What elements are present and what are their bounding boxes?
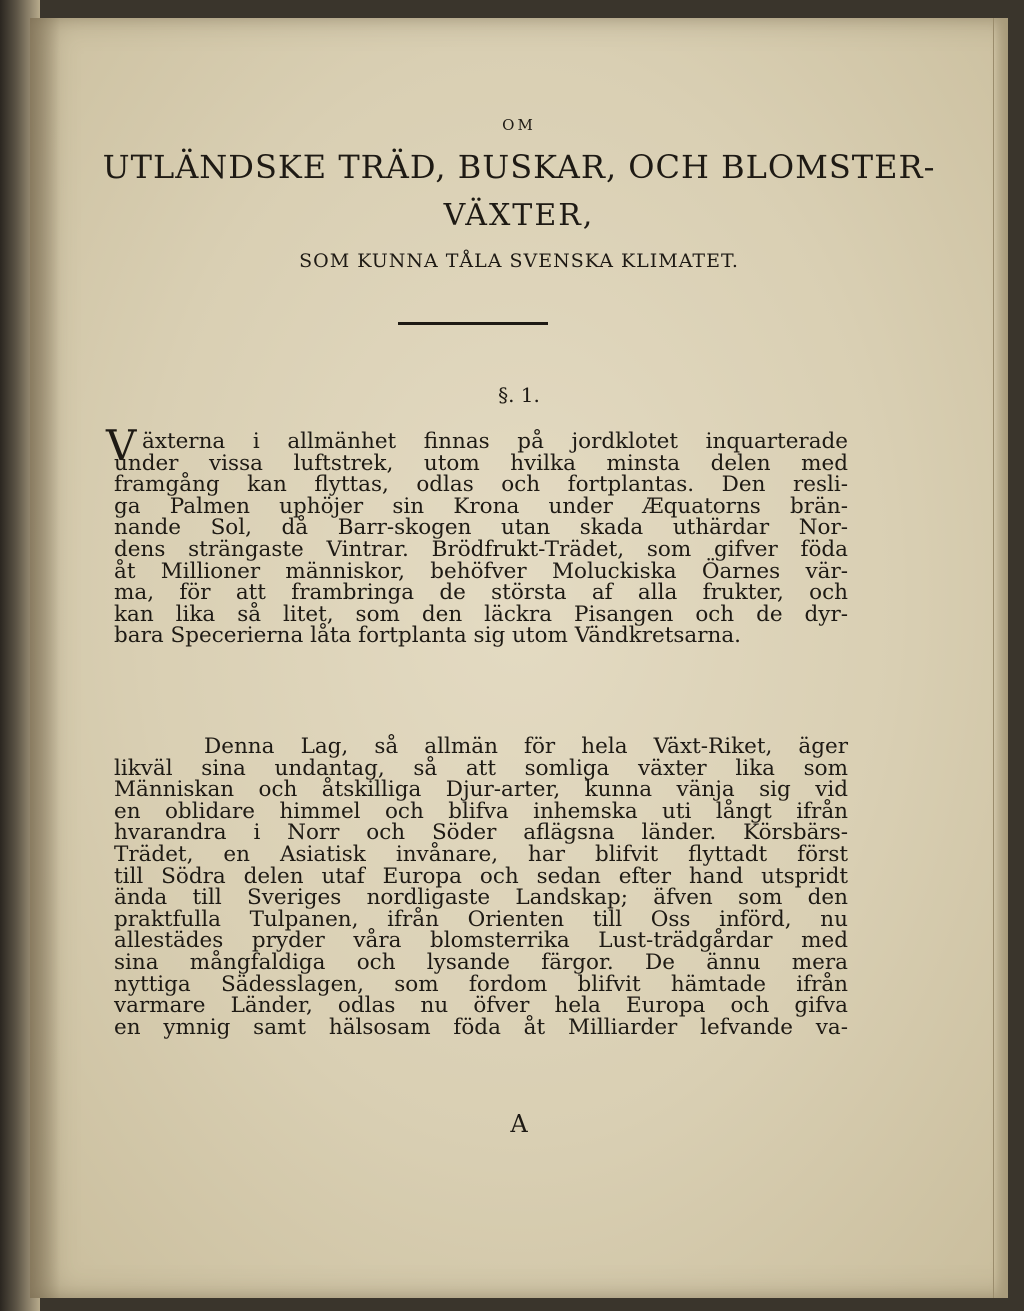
text-line: Trädet, en Asiatisk invånare, har blifvit flyttadt först — [114, 841, 848, 867]
drop-cap: V — [106, 421, 137, 470]
text-line: äxterna i allmänhet finnas på jordklotet inquarterade — [142, 429, 848, 454]
text-line: Människan och åtskilliga Djur-arter, kunna vänja sig vid — [114, 777, 848, 803]
text-line: åt Millioner människor, behöfver Moluckiska Öarnes vär- — [114, 558, 848, 584]
text-line: nande Sol, då Barr-skogen utan skada uthärdar Nor- — [114, 515, 848, 541]
text-line: Denna Lag, så allmän för hela Växt-Riket, äger — [204, 734, 848, 759]
section-mark: §. 1. — [498, 383, 540, 407]
text-line: en oblidare himmel och blifva inhemska uti långt ifrån — [114, 798, 848, 824]
text-line: dens strängaste Vintrar. Brödfrukt-Trädet, som gifver föda — [114, 536, 848, 562]
text-line: ända till Sveriges nordligaste Landskap; äfven som den — [114, 885, 848, 911]
signature-mark: A — [510, 1110, 528, 1138]
heading-om: OM — [502, 116, 536, 134]
text-line: kan lika så litet, som den läckra Pisangen och de dyr- — [114, 601, 848, 627]
book-page — [30, 18, 1008, 1298]
text-line: praktfulla Tulpanen, ifrån Orienten till Oss införd, nu — [114, 906, 848, 932]
text-line: ga Palmen uphöjer sin Krona under Æquatorns brän- — [114, 493, 848, 519]
text-line: en ymnig samt hälsosam föda åt Milliarder lefvande va- — [114, 1014, 848, 1040]
paragraph-2 — [114, 736, 848, 1038]
text-line: framgång kan flyttas, odlas och fortplantas. Den resli- — [114, 472, 848, 498]
text-line: sina mångfaldiga och lysande färgor. De ännu mera — [114, 949, 848, 975]
text-line: likväl sina undantag, så att somliga växter lika som — [114, 755, 848, 781]
text-line: hvarandra i Norr och Söder aflägsna länder. Körsbärs- — [114, 820, 848, 846]
text-line: ma, för att frambringa de största af alla frukter, och — [114, 580, 848, 606]
page-title-line1: UTLÄNDSKE TRÄD, BUSKAR, OCH BLOMSTER- — [102, 148, 936, 186]
text-line: allestädes pryder våra blomsterrika Lust-trädgårdar med — [114, 928, 848, 954]
page-title-line2: VÄXTER, — [443, 198, 595, 233]
text-line: nyttiga Sädesslagen, som fordom blifvit hämtade ifrån — [114, 971, 848, 997]
paragraph-1 — [106, 421, 848, 649]
title-divider — [398, 322, 548, 325]
text-line: till Södra delen utaf Europa och sedan efter hand utspridt — [114, 863, 848, 889]
text-line: bara Specerierna låta fortplanta sig utom Vändkretsarna. — [114, 623, 741, 649]
text-line: under vissa luftstrek, utom hvilka minsta delen med — [114, 450, 848, 476]
text-line: varmare Länder, odlas nu öfver hela Europa och gifva — [114, 993, 848, 1019]
page-subtitle: SOM KUNNA TÅLA SVENSKA KLIMATET. — [299, 250, 739, 272]
